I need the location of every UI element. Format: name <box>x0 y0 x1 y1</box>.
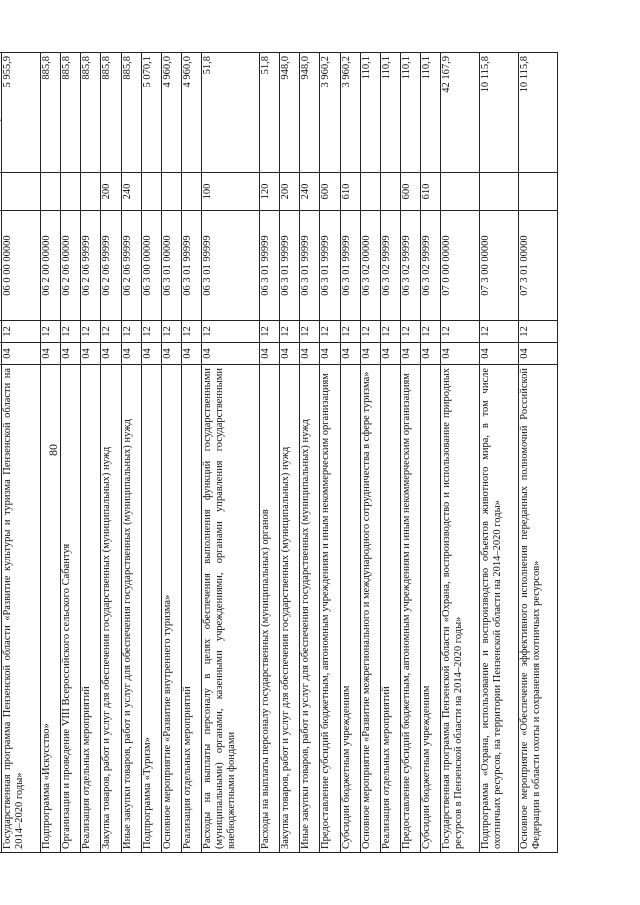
cell-rz: 04 <box>320 343 340 365</box>
cell-name: Реализация отдельных мероприятий <box>380 365 400 853</box>
cell-csr: 06 3 01 00000 <box>161 211 181 321</box>
table-body <box>2 53 558 853</box>
cell-sum: 51,8 <box>202 53 259 173</box>
cell-vr <box>61 173 81 211</box>
table-row <box>480 53 519 853</box>
cell-name: Основное мероприятие «Развитие межрегионального и международного сотрудничества в сфере туризма» <box>360 365 380 853</box>
cell-sum: 10 115,8 <box>480 53 519 173</box>
table-row <box>202 53 259 853</box>
table-row <box>360 53 380 853</box>
cell-name: Расходы на выплаты персоналу государственных (муниципальных) органов <box>259 365 279 853</box>
cell-sum: 110,1 <box>360 53 380 173</box>
cell-vr <box>360 173 380 211</box>
cell-pr: 12 <box>121 321 141 343</box>
cell-sum: 948,0 <box>279 53 299 173</box>
cell-csr: 06 2 06 00000 <box>61 211 81 321</box>
cell-rz: 04 <box>519 343 558 365</box>
cell-sum: 3 960,2 <box>340 53 360 173</box>
cell-rz: 04 <box>101 343 121 365</box>
cell-rz: 04 <box>61 343 81 365</box>
cell-pr: 12 <box>340 321 360 343</box>
cell-name: Закупка товаров, работ и услуг для обеспечения государственных (муниципальных) нужд <box>101 365 121 853</box>
cell-pr: 12 <box>182 321 202 343</box>
cell-pr: 12 <box>202 321 259 343</box>
cell-name: Субсидии бюджетным учреждениям <box>340 365 360 853</box>
cell-vr: 240 <box>300 173 320 211</box>
cell-pr: 12 <box>141 321 161 343</box>
cell-name: Иные закупки товаров, работ и услуг для обеспечения государственных (муниципальных) нужд <box>300 365 320 853</box>
cell-csr: 06 3 01 99999 <box>202 211 259 321</box>
cell-pr: 12 <box>441 321 480 343</box>
cell-sum: 42 167,9 <box>441 53 480 173</box>
cell-sum: 10 115,8 <box>519 53 558 173</box>
cell-vr: 200 <box>279 173 299 211</box>
cell-vr: 240 <box>121 173 141 211</box>
cell-csr: 07 3 00 00000 <box>480 211 519 321</box>
cell-rz: 04 <box>401 343 421 365</box>
table-row <box>40 53 60 853</box>
cell-rz: 04 <box>202 343 259 365</box>
cell-name: Закупка товаров, работ и услуг для обеспечения государственных (муниципальных) нужд <box>279 365 299 853</box>
cell-sum: 885,8 <box>81 53 101 173</box>
cell-csr: 06 2 06 99999 <box>121 211 141 321</box>
cell-vr <box>2 173 41 211</box>
cell-sum: 948,0 <box>300 53 320 173</box>
cell-pr: 12 <box>519 321 558 343</box>
cell-csr: 07 3 01 00000 <box>519 211 558 321</box>
table-row <box>61 53 81 853</box>
table-row <box>401 53 421 853</box>
cell-sum: 4 960,0 <box>182 53 202 173</box>
cell-rz: 04 <box>81 343 101 365</box>
cell-name: Предоставление субсидий бюджетным, автономным учреждениям и иным некоммерческим организациям <box>320 365 340 853</box>
table-row <box>121 53 141 853</box>
cell-pr: 12 <box>40 321 60 343</box>
budget-table <box>0 52 558 853</box>
table-row <box>81 53 101 853</box>
cell-name: Реализация отдельных мероприятий <box>182 365 202 853</box>
table-row <box>101 53 121 853</box>
cell-name: Подпрограмма «Искусство» <box>40 365 60 853</box>
cell-vr: 600 <box>320 173 340 211</box>
cell-pr: 12 <box>401 321 421 343</box>
cell-vr: 120 <box>259 173 279 211</box>
cell-sum: 110,1 <box>421 53 441 173</box>
cell-vr <box>161 173 181 211</box>
cell-csr: 06 3 01 99999 <box>320 211 340 321</box>
cell-vr <box>40 173 60 211</box>
table-row <box>279 53 299 853</box>
cell-csr: 06 2 06 99999 <box>81 211 101 321</box>
cell-rz: 04 <box>380 343 400 365</box>
cell-sum: 885,8 <box>61 53 81 173</box>
table-row <box>2 53 41 853</box>
cell-vr <box>480 173 519 211</box>
cell-sum: 5 955,9 <box>2 53 41 173</box>
cell-rz: 04 <box>421 343 441 365</box>
cell-pr: 12 <box>161 321 181 343</box>
cell-csr: 06 3 01 99999 <box>259 211 279 321</box>
cell-name: Предоставление субсидий бюджетным, автономным учреждениям и иным некоммерческим организациям <box>401 365 421 853</box>
cell-name: Подпрограмма «Туризм» <box>141 365 161 853</box>
cell-pr: 12 <box>279 321 299 343</box>
cell-rz: 04 <box>259 343 279 365</box>
cell-csr: 06 2 00 00000 <box>40 211 60 321</box>
cell-rz: 04 <box>480 343 519 365</box>
cell-sum: 3 960,2 <box>320 53 340 173</box>
cell-vr <box>141 173 161 211</box>
cell-rz: 04 <box>360 343 380 365</box>
cell-vr: 610 <box>340 173 360 211</box>
cell-sum: 110,1 <box>380 53 400 173</box>
cell-pr: 12 <box>320 321 340 343</box>
table-row <box>300 53 320 853</box>
cell-csr: 07 0 00 00000 <box>441 211 480 321</box>
table-row <box>340 53 360 853</box>
cell-name: Иные закупки товаров, работ и услуг для обеспечения государственных (муниципальных) нужд <box>121 365 141 853</box>
cell-name: Подпрограмма «Охрана, использование и воспроизводство объектов животного мира, в том числе охотничьих ресурсов, на территории Пензенской области на 2014–2020 годы» <box>480 365 519 853</box>
cell-sum: 5 070,1 <box>141 53 161 173</box>
cell-csr: 06 3 01 99999 <box>300 211 320 321</box>
cell-csr: 06 3 01 99999 <box>340 211 360 321</box>
cell-pr: 12 <box>259 321 279 343</box>
table-row <box>519 53 558 853</box>
cell-pr: 12 <box>2 321 41 343</box>
cell-vr: 600 <box>401 173 421 211</box>
cell-vr <box>380 173 400 211</box>
cell-name: Государственная программа Пензенской области «Охрана, воспроизводство и использование природных ресурсов в Пензенской области на 2014–2020 годы» <box>441 365 480 853</box>
cell-csr: 06 3 01 99999 <box>182 211 202 321</box>
cell-name: Основное мероприятие «Обеспечение эффективного исполнения переданных полномочий Российской Федерации в области охоты и сохранения охотничьих ресурсов» <box>519 365 558 853</box>
table-row <box>182 53 202 853</box>
cell-rz: 04 <box>300 343 320 365</box>
cell-sum: 885,8 <box>101 53 121 173</box>
cell-pr: 12 <box>300 321 320 343</box>
page-number: 80 <box>46 444 60 456</box>
cell-pr: 12 <box>101 321 121 343</box>
cell-name: Субсидии бюджетным учреждениям <box>421 365 441 853</box>
cell-sum: 110,1 <box>401 53 421 173</box>
cell-rz: 04 <box>161 343 181 365</box>
cell-rz: 04 <box>182 343 202 365</box>
cell-rz: 04 <box>279 343 299 365</box>
cell-rz: 04 <box>40 343 60 365</box>
cell-vr <box>81 173 101 211</box>
cell-vr: 200 <box>101 173 121 211</box>
cell-rz: 04 <box>141 343 161 365</box>
table-row <box>141 53 161 853</box>
cell-pr: 12 <box>81 321 101 343</box>
table-row <box>441 53 480 853</box>
cell-sum: 885,8 <box>40 53 60 173</box>
cell-vr: 610 <box>421 173 441 211</box>
cell-name: Расходы на выплаты персоналу в целях обеспечения выполнения функций государственными (муниципальными) органами, казенными учреждениями, органами управления государственными внебюджетными фондами <box>202 365 259 853</box>
cell-name: Реализация отдельных мероприятий <box>81 365 101 853</box>
cell-csr: 06 2 06 99999 <box>101 211 121 321</box>
cell-name: Основное мероприятие «Развитие внутреннего туризма» <box>161 365 181 853</box>
cell-sum: 885,8 <box>121 53 141 173</box>
cell-vr <box>441 173 480 211</box>
cell-rz: 04 <box>121 343 141 365</box>
cell-vr <box>182 173 202 211</box>
cell-rz: 04 <box>2 343 41 365</box>
cell-pr: 12 <box>360 321 380 343</box>
cell-rz: 04 <box>441 343 480 365</box>
cell-name: Организация и проведение VIII Всероссийского сельского Сабантуя <box>61 365 81 853</box>
cell-csr: 06 3 02 99999 <box>401 211 421 321</box>
cell-vr <box>519 173 558 211</box>
cell-csr: 06 0 00 00000 <box>2 211 41 321</box>
cell-csr: 06 3 02 00000 <box>360 211 380 321</box>
table-row <box>320 53 340 853</box>
rotated-page-content <box>0 53 558 853</box>
table-row <box>259 53 279 853</box>
cell-pr: 12 <box>380 321 400 343</box>
cell-sum: 51,8 <box>259 53 279 173</box>
cell-vr: 100 <box>202 173 259 211</box>
cell-csr: 06 3 02 99999 <box>421 211 441 321</box>
cell-pr: 12 <box>480 321 519 343</box>
cell-pr: 12 <box>421 321 441 343</box>
table-row <box>380 53 400 853</box>
table-row <box>161 53 181 853</box>
table-row <box>421 53 441 853</box>
cell-csr: 06 3 01 99999 <box>279 211 299 321</box>
cell-rz: 04 <box>340 343 360 365</box>
cell-csr: 06 3 00 00000 <box>141 211 161 321</box>
cell-name: Государственная программа Пензенской области «Развитие культуры и туризма Пензенской области на 2014–2020 годы» <box>2 365 41 853</box>
cell-sum: 4 960,0 <box>161 53 181 173</box>
cell-csr: 06 3 02 99999 <box>380 211 400 321</box>
cell-pr: 12 <box>61 321 81 343</box>
